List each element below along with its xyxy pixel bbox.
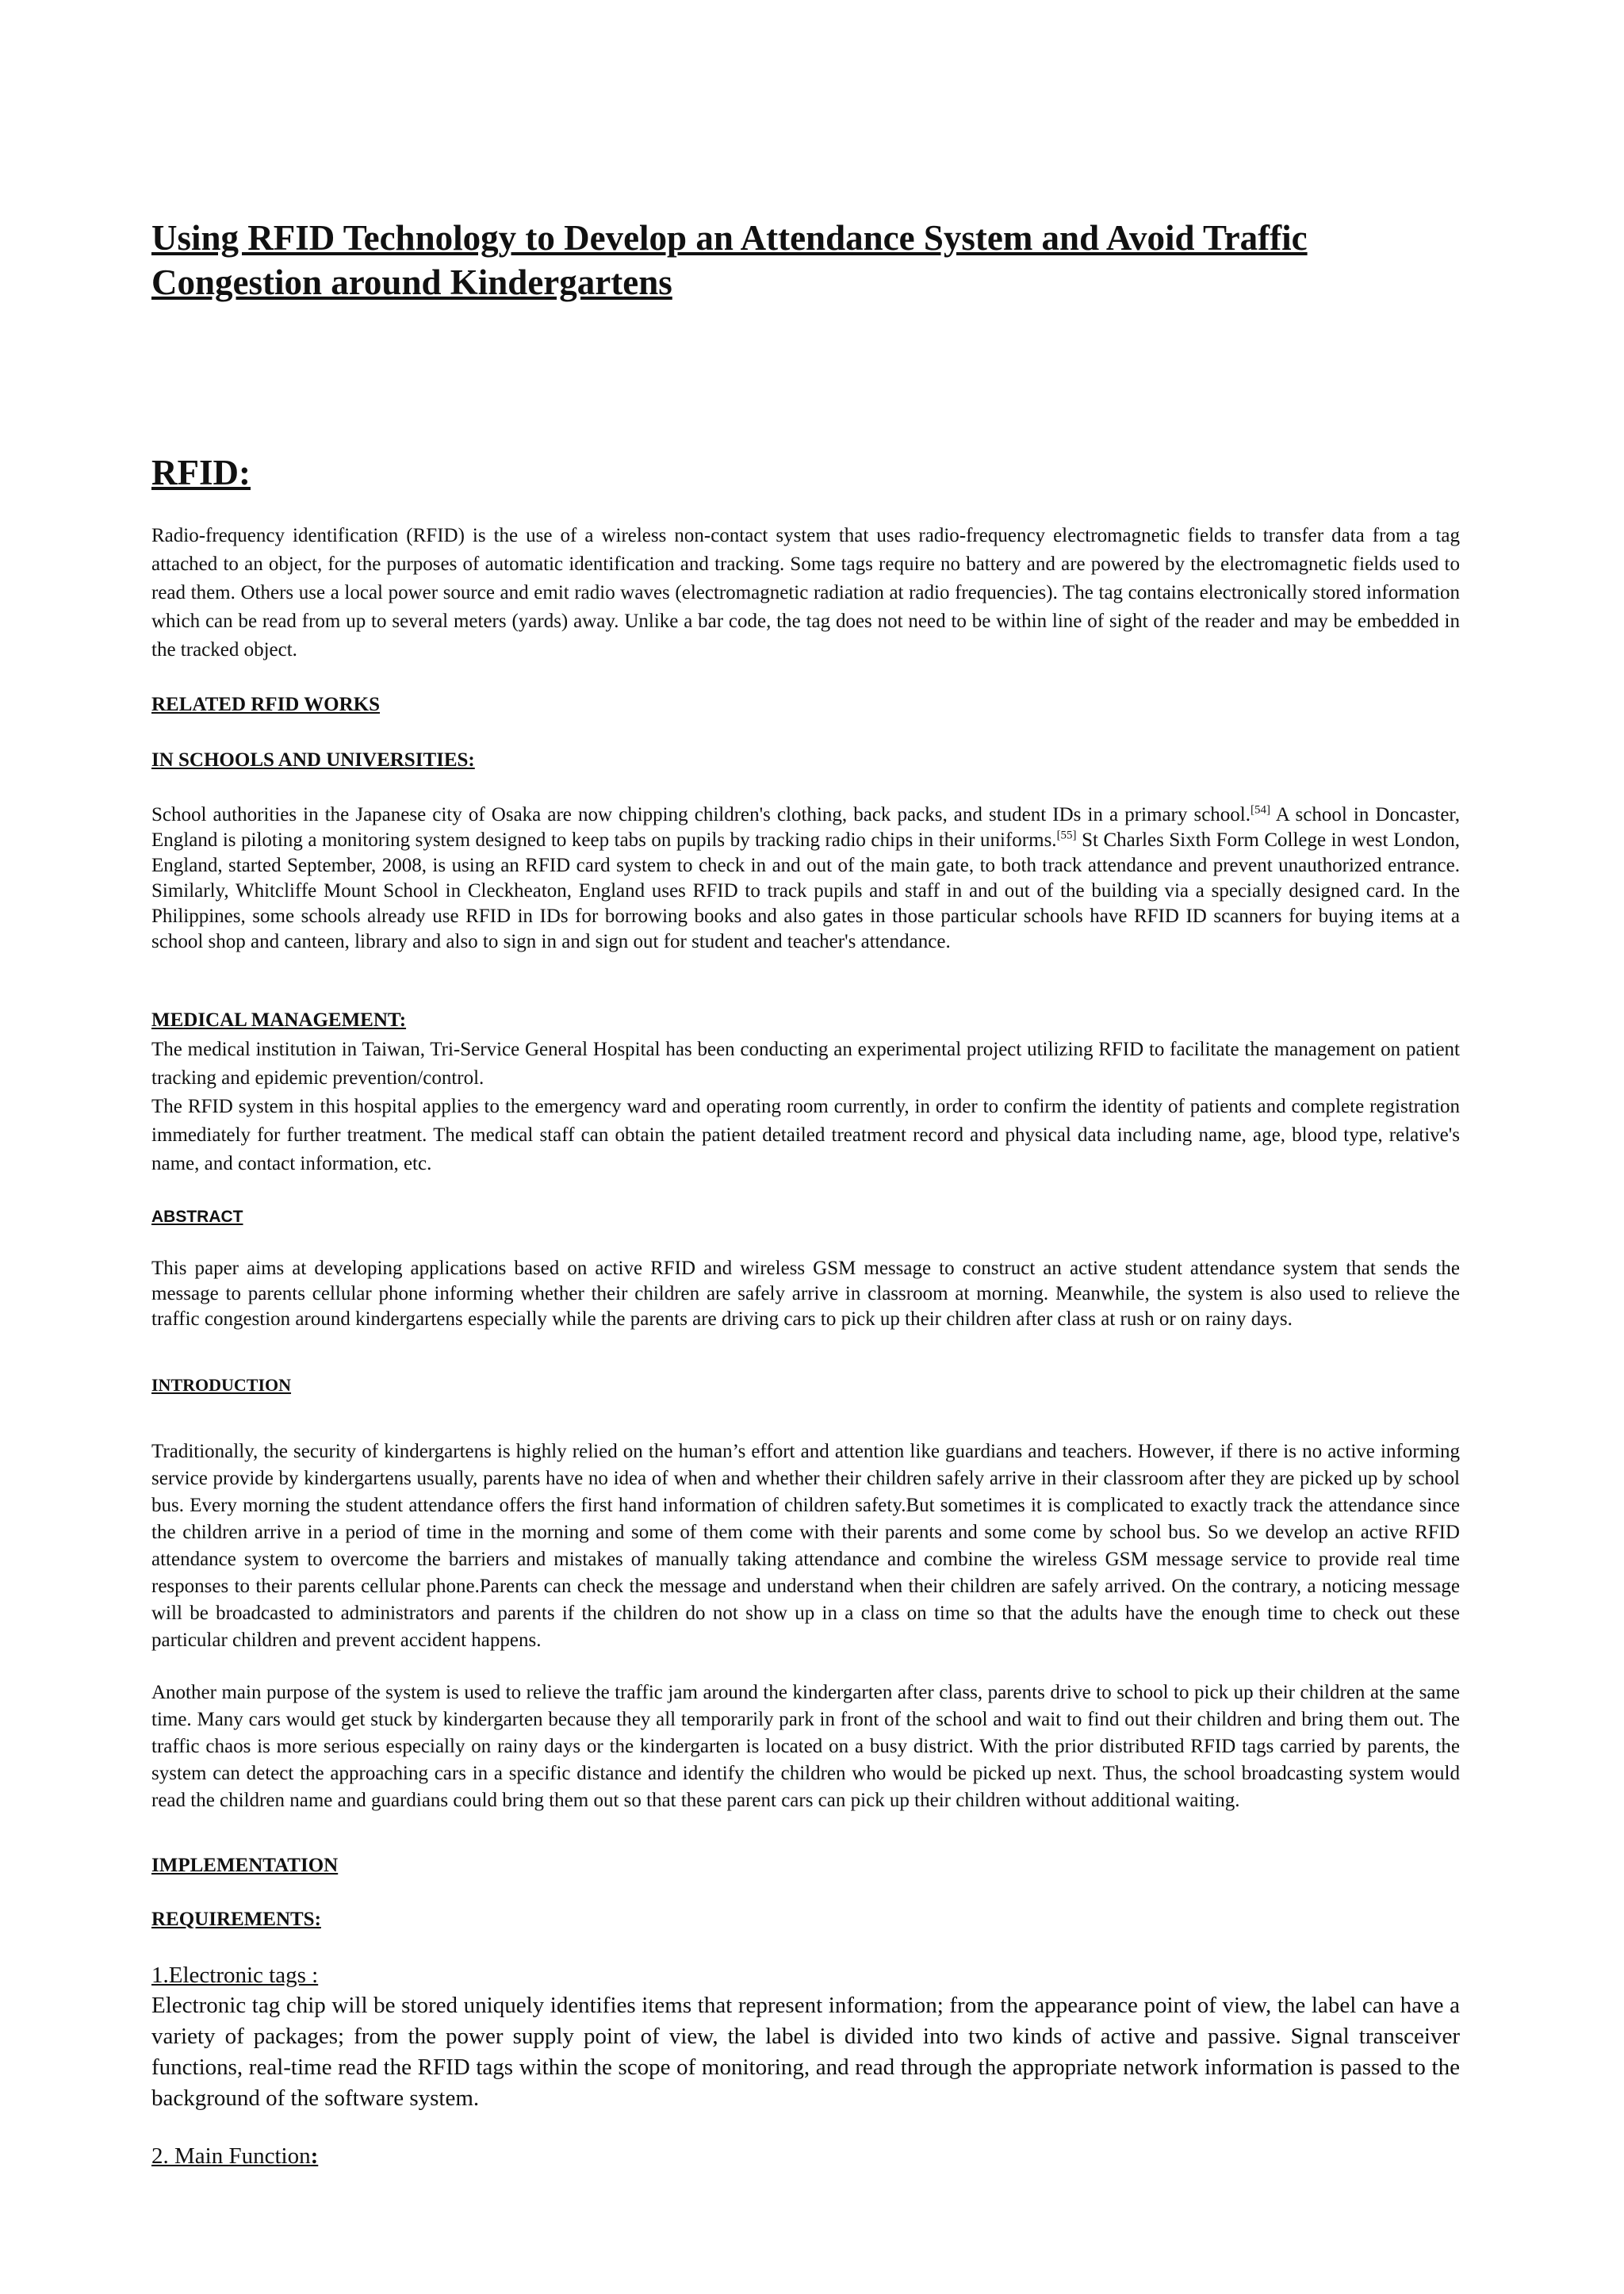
implementation-heading: IMPLEMENTATION: [151, 1855, 339, 1876]
citation-54: [54]: [1251, 803, 1271, 817]
related-works-heading: RELATED RFID WORKS: [151, 694, 381, 715]
rfid-heading: RFID:: [151, 453, 251, 492]
main-function-label: [151, 2141, 1460, 2171]
requirements-heading: REQUIREMENTS:: [151, 1909, 321, 1930]
schools-heading: IN SCHOOLS AND UNIVERSITIES:: [151, 749, 475, 771]
electronic-tags-label: 1.Electronic tags :: [151, 1963, 319, 1988]
abstract-paragraph: This paper aims at developing applications based on active RFID and wireless GSM message to construct an active student attendance system that sends the message to parents cellular phone informing whether their children are safely arrive in classroom at morning. Meanwhile, the system is also used to relieve the traffic congestion around kindergartens especially while the parents are driving cars to pick up their children after class at rush or on rainy days.: [151, 1258, 1460, 1330]
medical-paragraph-2: The RFID system in this hospital applies to the emergency ward and operating room currently, in order to confirm the identity of patients and complete registration immediately for further treatment. The medical staff can obtain the patient detailed treatment record and physical data including name, age, blood type, relative's name, and contact information, etc.: [151, 1096, 1460, 1174]
introduction-paragraph-2: Another main purpose of the system is used to relieve the traffic jam around the kindergarten after class, parents drive to school to pick up their children at the same time. Many cars would get stuck by kindergarten because they all temporarily park in front of the school and wait to find out their children and bring them out. The traffic chaos is more serious especially on rainy days or the kindergarten is located on a busy district. With the prior distributed RFID tags carried by parents, the system can detect the approaching cars in a specific distance and identify the children who would be picked up next. Thus, the school broadcasting system would read the children name and guardians could bring them out so that these parent cars can pick up their children without additional waiting.: [151, 1682, 1460, 1811]
abstract-heading: ABSTRACT: [151, 1208, 243, 1226]
electronic-tags-paragraph: Electronic tag chip will be stored uniquely identifies items that represent information; from the appearance point of view, the label can have a variety of packages; from the power supply point of view, the label is divided into two kinds of active and passive. Signal transceiver functions, real-time read the RFID tags within the scope of monitoring, and read through the appropriate network information is passed to the background of the software system.: [151, 1993, 1460, 2111]
rfid-paragraph: Radio-frequency identification (RFID) is the use of a wireless non-contact system that uses radio-frequency electromagnetic fields to transfer data from a tag attached to an object, for the purposes of automatic identification and tracking. Some tags require no battery and are powered by the electromagnetic fields used to read them. Others use a local power source and emit radio waves (electromagnetic radiation at radio frequencies). The tag contains electronically stored information which can be read from up to several meters (yards) away. Unlike a bar code, the tag does not need to be within line of sight of the reader and may be embedded in the tracked object.: [151, 525, 1460, 661]
document-page: [151, 216, 1460, 2171]
introduction-heading: INTRODUCTION: [151, 1375, 292, 1395]
schools-paragraph: [151, 802, 1460, 955]
introduction-paragraph-1: Traditionally, the security of kindergartens is highly relied on the human’s effort and attention like guardians and teachers. However, if there is no active informing service provide by kindergartens usually, parents have no idea of when and whether their children safely arrive in their classroom after they are picked up by school bus. Every morning the student attendance offers the first hand information of children safety.But sometimes it is complicated to exactly track the attendance since the children arrive in a period of time in the morning and some of them come with their parents and some come by school bus. So we develop an active RFID attendance system to overcome the barriers and mistakes of manually taking attendance and combine the wireless GSM message service to provide real time responses to their parents cellular phone.Parents can check the message and understand when their children are safely arrived. On the contrary, a noticing message will be broadcasted to administrators and parents if the children do not show up in a class on time so that the adults have the enough time to check out these particular children and prevent accident happens.: [151, 1441, 1460, 1651]
schools-text-1: School authorities in the Japanese city of Osaka are now chipping children's clothing, back packs, and student IDs in a primary school.: [151, 804, 1251, 825]
citation-55: [55]: [1056, 829, 1077, 842]
medical-paragraph-1: The medical institution in Taiwan, Tri-Service General Hospital has been conducting an experimental project utilizing RFID to facilitate the management on patient tracking and epidemic prevention/control.: [151, 1039, 1460, 1089]
schools-text-3: St Charles Sixth Form College in west London, England, started September, 2008, is using an RFID card system to check in and out of the main gate, to both track attendance and prevent unauthorized entrance. Similarly, Whitcliffe Mount School in Cleckheaton, England uses RFID to track pupils and staff in and out of the building via a specially designed card. In the Philippines, some schools already use RFID in IDs for borrowing books and also gates in those particular schools have RFID ID scanners for buying items at a school shop and canteen, library and also to sign in and sign out for student and teacher's attendance.: [151, 829, 1460, 952]
document-title: Using RFID Technology to Develop an Attendance System and Avoid Traffic Congestion around Kindergartens: [151, 218, 1308, 302]
medical-heading: MEDICAL MANAGEMENT:: [151, 1009, 407, 1031]
schools-text-2: A school in Doncaster, England is piloting a monitoring system designed to keep tabs on pupils by tracking radio chips in their uniforms.: [151, 804, 1461, 851]
main-function-colon: :: [310, 2143, 319, 2169]
main-function-text: 2. Main Function: [151, 2143, 311, 2169]
